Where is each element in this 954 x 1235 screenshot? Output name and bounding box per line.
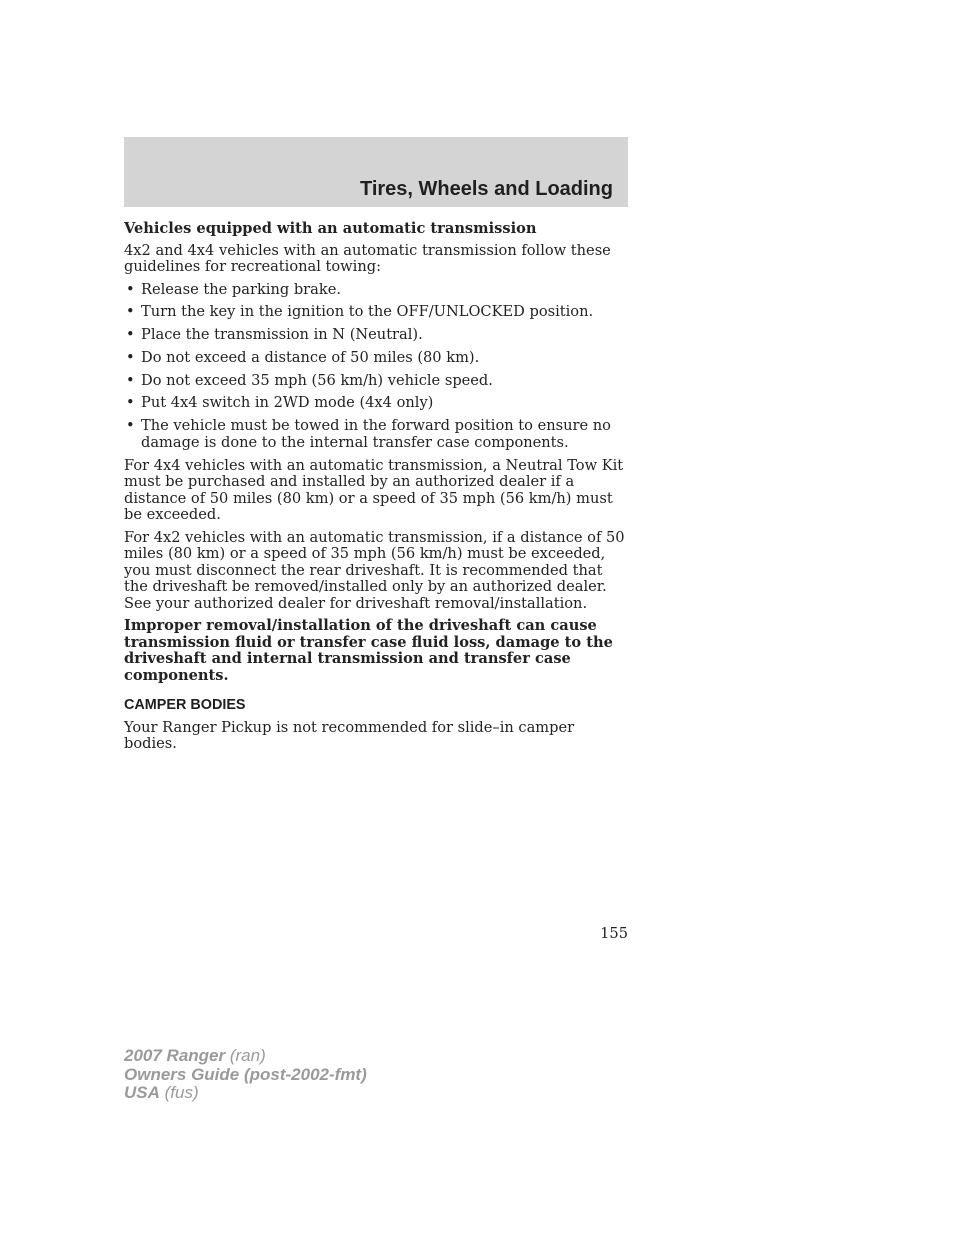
warning-text: Improper removal/installation of the driveshaft can cause transmission fluid or transfer case fluid loss, damage to the driveshaft and internal transmission and transfer case components.	[124, 617, 613, 684]
list-item: • Place the transmission in N (Neutral).	[126, 326, 423, 344]
paragraph-4x2: For 4x2 vehicles with an automatic transmission, if a distance of 50 miles (80 km) or a speed of 35 mph (56 km/h) must be exceeded, you must disconnect the rear driveshaft. It is recommended that the driveshaft be removed/installed only by an authorized dealer. See your authorized dealer for driveshaft removal/installation.	[124, 528, 625, 612]
list-item: • Release the parking brake.	[126, 280, 341, 298]
bullet-icon: •	[126, 394, 135, 412]
camper-bodies-heading: CAMPER BODIES	[124, 697, 246, 714]
bullet-icon: •	[126, 348, 135, 366]
footer-line-guide: Owners Guide (post-2002-fmt)	[124, 1064, 367, 1084]
camper-bodies-text: Your Ranger Pickup is not recommended for slide–in camper bodies.	[124, 718, 575, 753]
bullet-icon: •	[126, 417, 135, 435]
intro-paragraph: 4x2 and 4x4 vehicles with an automatic transmission follow these guidelines for recreational towing:	[124, 241, 611, 275]
towing-guidelines-list	[124, 282, 630, 452]
bullet-icon: •	[126, 326, 135, 344]
document-footer	[124, 1047, 367, 1103]
bullet-icon: •	[126, 303, 135, 321]
paragraph-4x4: For 4x4 vehicles with an automatic transmission, a Neutral Tow Kit must be purchased and installed by an authorized dealer if a distance of 50 miles (80 km) or a speed of 35 mph (56 km/h) must be exceeded.	[124, 456, 624, 524]
list-item: • Do not exceed a distance of 50 miles (80 km).	[126, 348, 480, 366]
subheading: Vehicles equipped with an automatic transmission	[124, 220, 537, 237]
bullet-icon: •	[126, 280, 135, 298]
section-title: Tires, Wheels and Loading	[359, 178, 613, 200]
list-item: • Put 4x4 switch in 2WD mode (4x4 only)	[126, 394, 434, 412]
section-header-band	[124, 137, 628, 207]
bullet-icon: •	[126, 371, 135, 389]
footer-line-model: 2007 Ranger (ran)	[124, 1046, 266, 1065]
page-number: 155	[600, 925, 628, 942]
list-item: • Do not exceed 35 mph (56 km/h) vehicle speed.	[126, 371, 493, 389]
list-item: • The vehicle must be towed in the forward position to ensure no damage is done to the internal transfer case components.	[126, 417, 611, 451]
list-item: • Turn the key in the ignition to the OFF/UNLOCKED position.	[126, 303, 594, 321]
page-content	[124, 221, 630, 759]
footer-line-market: USA (fus)	[124, 1083, 199, 1102]
